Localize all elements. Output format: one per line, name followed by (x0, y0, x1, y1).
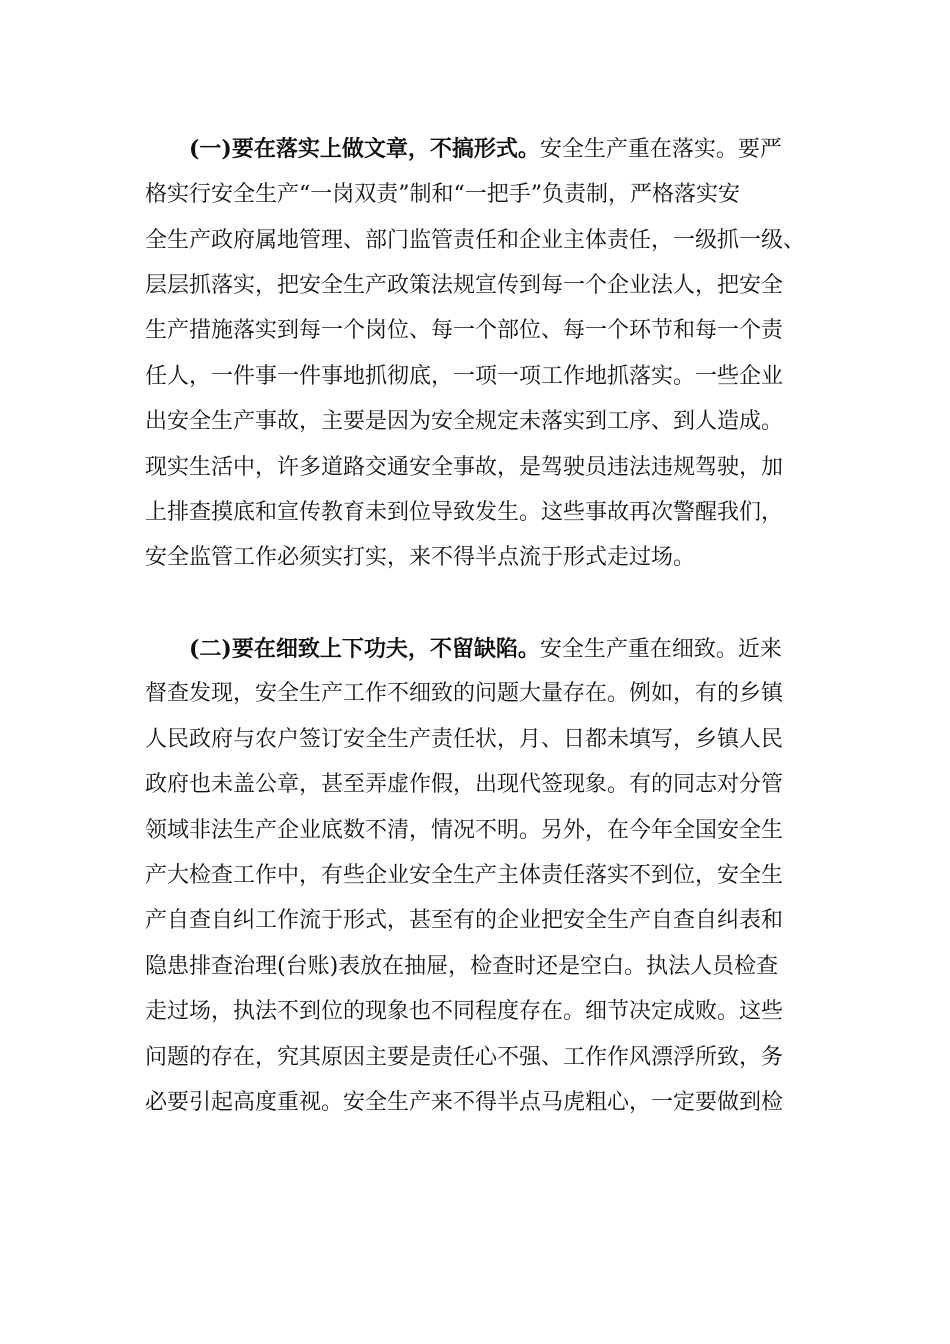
paragraph-2-line-3: 人民政府与农户签订安全生产责任状，月、日都未填写，乡镇人民 (145, 727, 784, 752)
paragraph-2-line-5: 领域非法生产企业底数不清，情况不明。另外，在今年全国安全生 (145, 818, 784, 843)
paragraph-2-line-6: 产大检查工作中，有些企业安全生产主体责任落实不到位，安全生 (145, 863, 784, 888)
paragraph-2-text: 安全生产重在细致。近来 (539, 637, 782, 662)
paragraph-1-line-6: 任人，一件事一件事地抓彻底，一项一项工作地抓落实。一些企业 (145, 364, 784, 389)
paragraph-2-line-10: 问题的存在，究其原因主要是责任心不强、工作作风漂浮所致，务 (145, 1045, 784, 1070)
paragraph-1-text: 安全生产重在落实。要严 (539, 137, 782, 162)
paragraph-2-line-7: 产自查自纠工作流于形式，甚至有的企业把安全生产自查自纠表和 (145, 908, 784, 933)
paragraph-1-line-9: 上排查摸底和宣传教育未到位导致发生。这些事故再次警醒我们， (145, 500, 784, 525)
paragraph-1-line-8: 现实生活中，许多道路交通安全事故，是驾驶员违法违规驾驶，加 (145, 455, 784, 480)
paragraph-2-line-9: 走过场，执法不到位的现象也不同程度存在。细节决定成败。这些 (145, 999, 784, 1024)
paragraph-2-line-1 (189, 634, 869, 665)
paragraph-2-line-8: 隐患排查治理(台账)表放在抽屉，检查时还是空白。执法人员检查 (145, 954, 779, 979)
paragraph-1-line-3: 全生产政府属地管理、部门监管责任和企业主体责任，一级抓一级、 (145, 228, 806, 253)
paragraph-1-heading: (一)要在落实上做文章，不搞形式。 (189, 136, 540, 162)
paragraph-1-line-5: 生产措施落实到每一个岗位、每一个部位、每一个环节和每一个责 (145, 318, 784, 343)
paragraph-2-line-2: 督查发现，安全生产工作不细致的问题大量存在。例如，有的乡镇 (145, 681, 784, 706)
paragraph-1-line-7: 出安全生产事故，主要是因为安全规定未落实到工序、到人造成。 (145, 409, 784, 434)
paragraph-2-heading: (二)要在细致上下功夫，不留缺陷。 (189, 636, 540, 662)
paragraph-1-line-10: 安全监管工作必须实打实，来不得半点流于形式走过场。 (145, 545, 696, 570)
paragraph-1-line-1 (189, 134, 869, 165)
paragraph-2-line-4: 政府也未盖公章，甚至弄虚作假，出现代签现象。有的同志对分管 (145, 772, 784, 797)
paragraph-1-line-4: 层层抓落实，把安全生产政策法规宣传到每一个企业法人，把安全 (145, 273, 784, 298)
paragraph-1-line-2: 格实行安全生产“一岗双责”制和“一把手”负责制，严格落实安 (145, 182, 740, 207)
paragraph-2-line-11: 必要引起高度重视。安全生产来不得半点马虎粗心，一定要做到检 (145, 1090, 784, 1115)
